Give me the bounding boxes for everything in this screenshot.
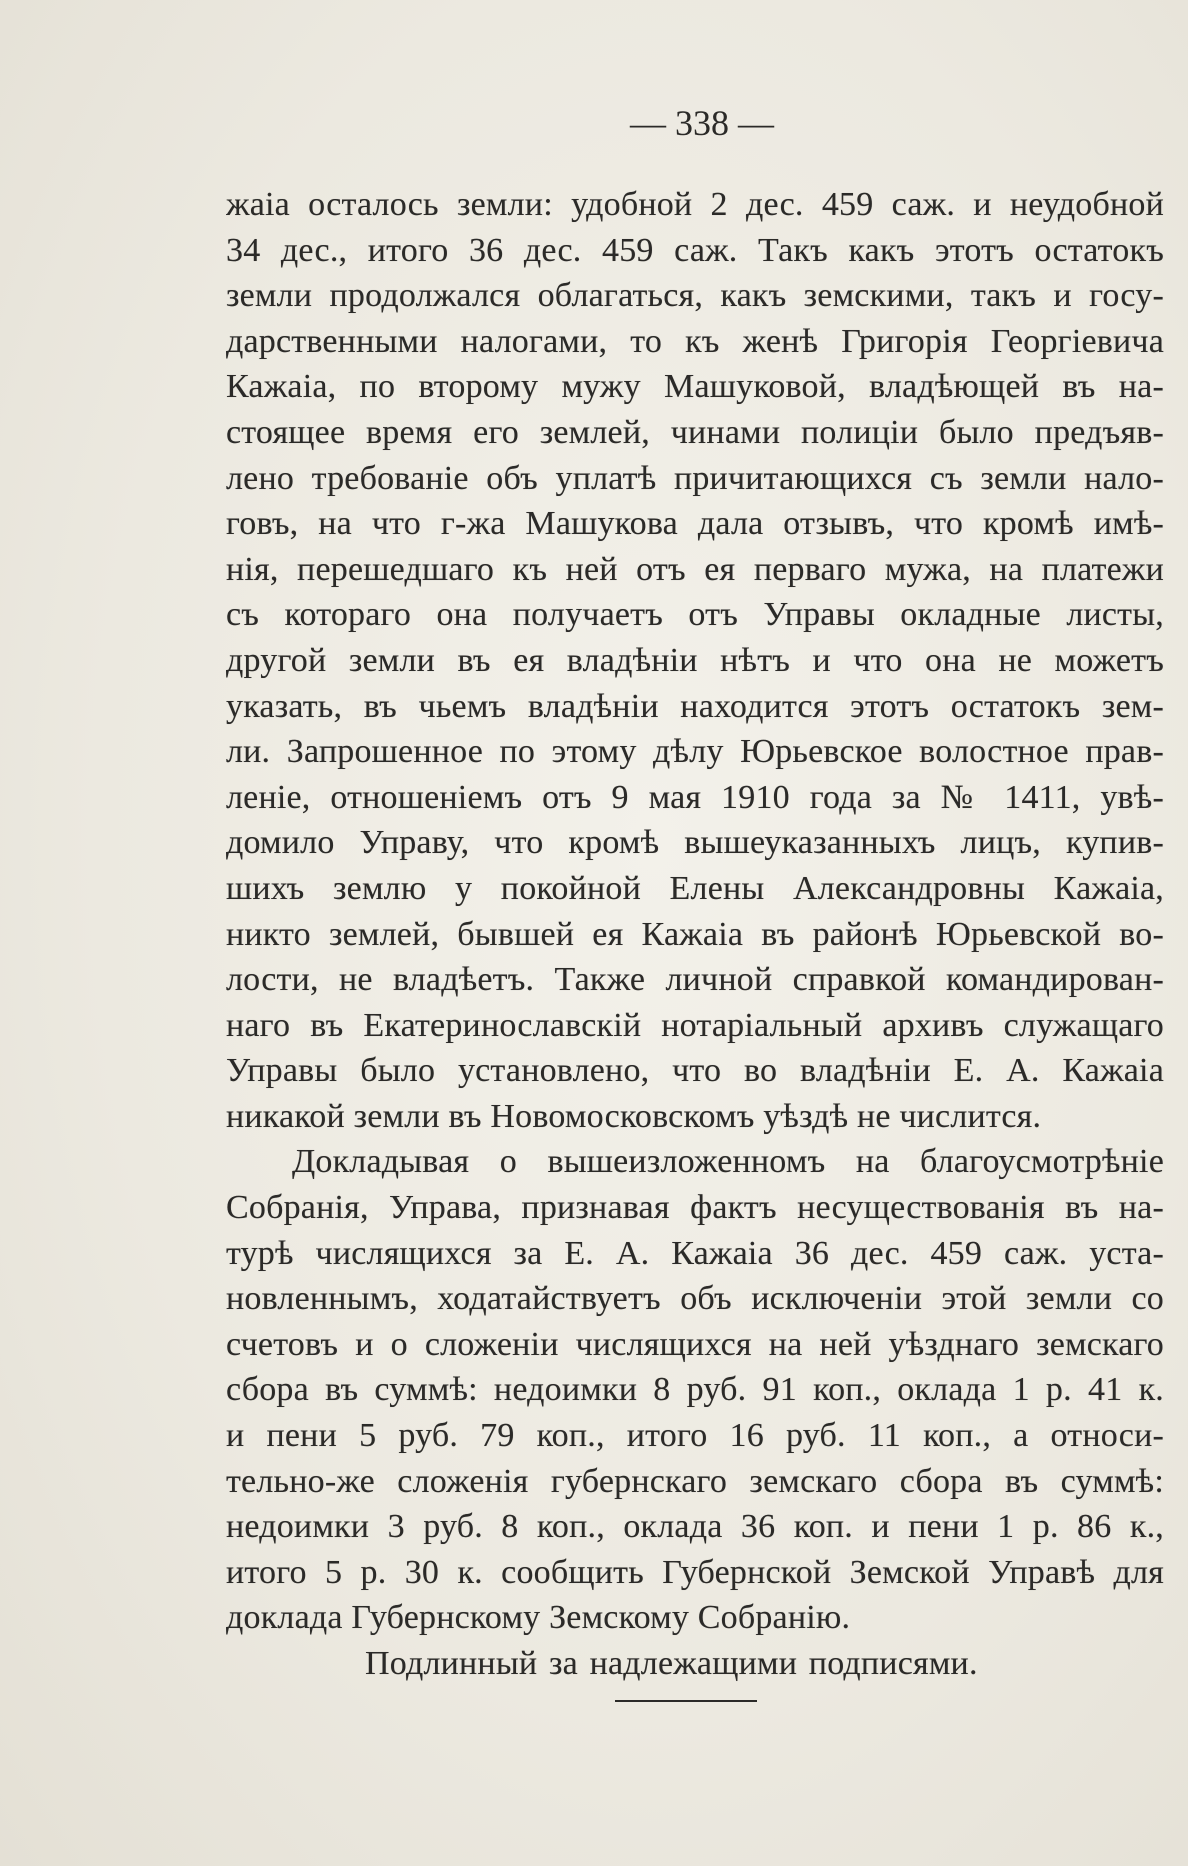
- text-line: земли продолжался облагаться, какъ земскими, такъ и госу-: [226, 277, 1164, 315]
- text-line: никакой земли въ Новомосковскомъ уѣздѣ не числится.: [226, 1097, 1042, 1135]
- text-line: итого 5 р. 30 к. сообщить Губернской Земской Управѣ для: [226, 1553, 1164, 1591]
- text-line: новленнымъ, ходатайствуетъ объ исключеніи этой земли со: [226, 1280, 1164, 1318]
- text-line: шихъ землю у покойной Елены Александровны Кажаіа,: [226, 869, 1164, 907]
- paragraph-1: [226, 182, 1164, 1139]
- text-line: наго въ Екатеринославскій нотаріальный архивъ служащаго: [226, 1006, 1164, 1044]
- text-line: недоимки 3 руб. 8 коп., оклада 36 коп. и пени 1 р. 86 к.,: [226, 1508, 1164, 1546]
- text-line: говъ, на что г-жа Машукова дала отзывъ, что кромѣ имѣ-: [226, 505, 1164, 543]
- page-number: — 338 —: [630, 103, 774, 143]
- text-line: доклада Губернскому Земскому Собранію.: [226, 1599, 851, 1637]
- text-line: никто землей, бывшей ея Кажаіа въ районѣ Юрьевской во-: [226, 915, 1164, 953]
- end-rule: [615, 1700, 757, 1702]
- text-line: нія, перешедшаго къ ней отъ ея перваго мужа, на платежи: [226, 550, 1164, 588]
- text-line: другой земли въ ея владѣніи нѣтъ и что она не можетъ: [226, 641, 1164, 679]
- signature-note: Подлинный за надлежащими подписями.: [365, 1645, 978, 1682]
- text-line: лости, не владѣетъ. Также личной справкой командирован-: [226, 961, 1164, 999]
- text-line: ли. Запрошенное по этому дѣлу Юрьевское волостное прав-: [226, 733, 1164, 771]
- text-line: 34 дес., итого 36 дес. 459 саж. Такъ какъ этотъ остатокъ: [226, 231, 1164, 269]
- text-line: леніе, отношеніемъ отъ 9 мая 1910 года за № 1411, увѣ-: [226, 778, 1164, 816]
- text-line: указать, въ чьемъ владѣніи находится этотъ остатокъ зем-: [226, 687, 1164, 725]
- text-line: Собранія, Управа, признавая фактъ несуществованія въ на-: [226, 1189, 1164, 1227]
- document-body: [226, 182, 1164, 1687]
- text-line: счетовъ и о сложеніи числящихся на ней уѣзднаго земскаго: [226, 1325, 1164, 1363]
- text-line: турѣ числящихся за Е. А. Кажаіа 36 дес. 459 саж. уста-: [226, 1234, 1164, 1272]
- text-line: сбора въ суммѣ: недоимки 8 руб. 91 коп., оклада 1 р. 41 к.: [226, 1371, 1164, 1409]
- text-line: Кажаіа, по второму мужу Машуковой, владѣющей въ на-: [226, 368, 1164, 406]
- text-line: Управы было установлено, что во владѣніи Е. А. Кажаіа: [226, 1052, 1164, 1090]
- text-line: домило Управу, что кромѣ вышеуказанныхъ лицъ, купив-: [226, 824, 1164, 862]
- text-line: стоящее время его землей, чинами полиціи было предъяв-: [226, 413, 1164, 451]
- text-line: жаіа осталось земли: удобной 2 дес. 459 саж. и неудобной: [226, 186, 1164, 223]
- text-line: тельно-же сложенія губернскаго земскаго сбора въ суммѣ:: [226, 1462, 1164, 1500]
- text-line: съ котораго она получаетъ отъ Управы окладные листы,: [226, 596, 1164, 634]
- text-line: лено требованіе объ уплатѣ причитающихся съ земли нало-: [226, 459, 1164, 497]
- text-line: Докладывая о вышеизложенномъ на благоусмотрѣніе: [292, 1143, 1164, 1181]
- paragraph-2: [226, 1139, 1164, 1641]
- text-line: и пени 5 руб. 79 коп., итого 16 руб. 11 коп., а относи-: [226, 1417, 1164, 1455]
- text-line: дарственными налогами, то къ женѣ Григорія Георгіевича: [226, 322, 1164, 360]
